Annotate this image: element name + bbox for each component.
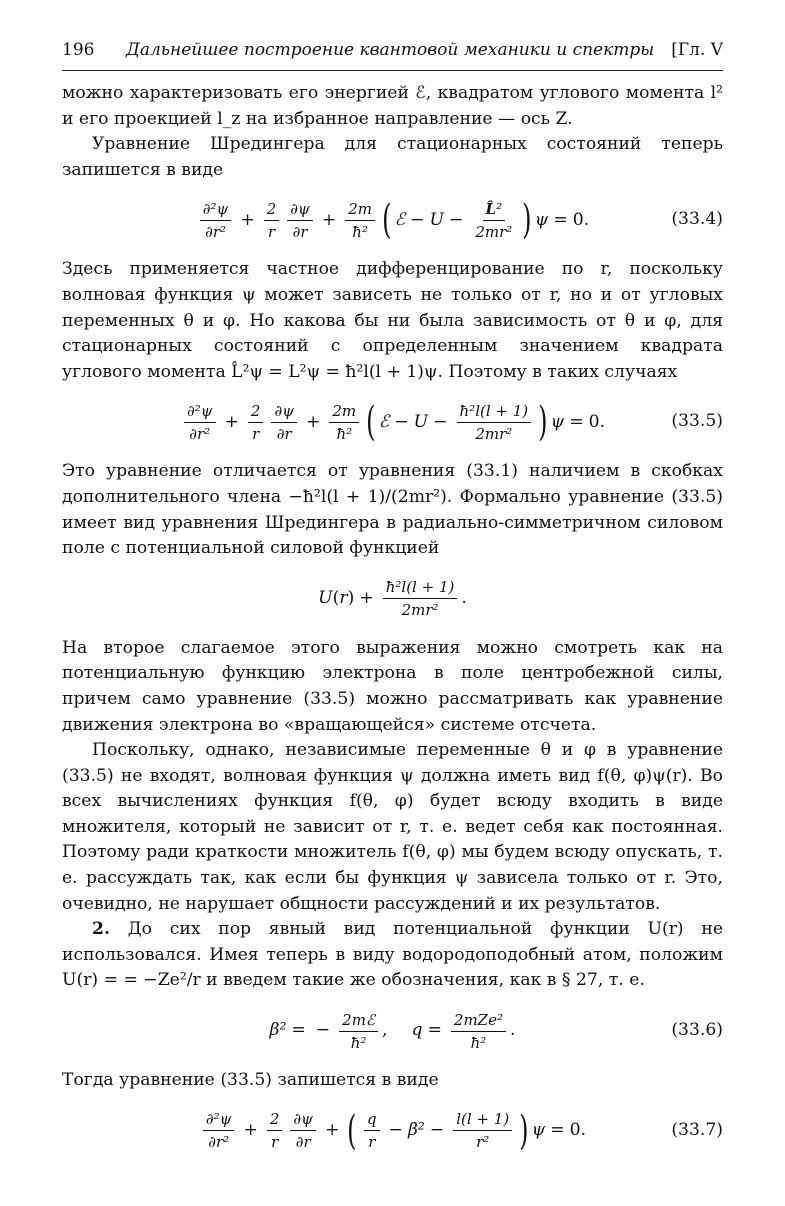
page-number: 196: [62, 40, 95, 60]
equation-number: (33.7): [671, 1119, 723, 1140]
running-title: Дальнейшее построение квантовой механики и спектры: [126, 40, 655, 60]
equation-potential: U ( r ) + $\frac{\text{ħ²l(l + 1)}}{\text{2mr²}}$ .: [318, 578, 467, 620]
paragraph-7: [62, 917, 723, 994]
paragraph-4: Это уравнение отличается от уравнения (33.1) наличием в скобках дополнительного члена −ħ²l(l + 1)/(2mr²). Формально уравнение (33.5) имеет вид уравнения Шредингера в радиально-симметричном силовом поле с потенциальной силовой функцией: [62, 461, 723, 559]
paragraph-3: Здесь применяется частное дифференцирование по r, поскольку волновая функция ψ может зависеть не только от r, но и от угловых переменных θ и φ. Но какова бы ни была зависимость от θ и φ, для стационарных состояний с определенным значением квадрата углового момента L̂²ψ = L²ψ = ħ²l(l + 1)ψ. Поэтому в таких случаях: [62, 259, 723, 382]
book-page: [62, 40, 723, 1168]
paragraph-8: Тогда уравнение (33.5) запишется в виде: [62, 1070, 439, 1091]
running-head: [62, 40, 723, 71]
paragraph-5: На второе слагаемое этого выражения можно смотреть как на потенциальную функцию электрона в поле центробежной силы, причем само уравнение (33.5) можно рассматривать как уравнение движения электрона во «вращающейся» системе отсчета.: [62, 637, 723, 735]
item-number: 2.: [92, 919, 110, 940]
paragraph-1: можно характеризовать его энергией ℰ, квадратом углового момента l² и его проекцией l_z на избранное направление — ось Z.: [62, 83, 723, 129]
equation-33-5: $\frac{\text{∂²ψ}}{\text{∂r²}}$ + $\frac{2}{r}$ $\frac{\partial\psi}{\partial r}$ + $\frac{2m}{\text{ħ²}}$ ( ℰ − U − $\frac{\text{ħ²l(l + 1)}}{\text{2mr²}}$ ) ψ = 0. (33.5): [62, 391, 723, 453]
equation-number: (33.4): [671, 209, 723, 230]
equation-number: (33.6): [671, 1020, 723, 1041]
chapter-label: [Гл. V: [671, 40, 723, 60]
equation-number: (33.5): [671, 411, 723, 432]
equation-33-4: $\frac{\text{∂²ψ}}{\text{∂r²}}$ + $\frac{2}{r}$ $\frac{\partial\psi}{\partial r}$ + $\frac{2m}{\text{ħ²}}$ ( ℰ − U − $\frac{\text{L̂²}}{\text{2mr²}}$ ) ψ = 0. (33.4): [62, 189, 723, 251]
paragraph-7-text: До сих пор явный вид потенциальной функции U(r) не использовался. Имея теперь в виду водородоподобный атом, положим U(r) = = −Ze²/r и введем такие же обозначения, как в § 27, т. е.: [62, 919, 723, 991]
equation-33-7: $\frac{\text{∂²ψ}}{\text{∂r²}}$ + $\frac{2}{r}$ $\frac{\partial\psi}{\partial r}$ + ( $\frac{q}{r}$ − β² − $\frac{l(l + 1)}{\text{r²}}$ ) ψ = 0. (33.7): [62, 1100, 723, 1162]
paragraph-2: Уравнение Шредингера для стационарных состояний теперь запишется в виде: [62, 134, 723, 180]
page-body: [62, 81, 723, 1162]
paragraph-6: Поскольку, однако, независимые переменные θ и φ в уравнение (33.5) не входят, волновая функция ψ должна иметь вид f(θ, φ)ψ(r). Во всех вычислениях функция f(θ, φ) будет всюду входить в виде множителя, который не зависит от r, т. е. ведет себя как постоянная. Поэтому ради краткости множитель f(θ, φ) мы будем всюду опускать, т. е. рассуждать так, как если бы функция ψ зависела только от r. Это, очевидно, не нарушает общности рассуждений и их результатов.: [62, 740, 723, 914]
equation-33-6: β² = − $\frac{\text{2mℰ}}{\text{ħ²}}$ , q = $\frac{\text{2mZe²}}{\text{ħ²}}$ . (33.6): [269, 1010, 723, 1052]
